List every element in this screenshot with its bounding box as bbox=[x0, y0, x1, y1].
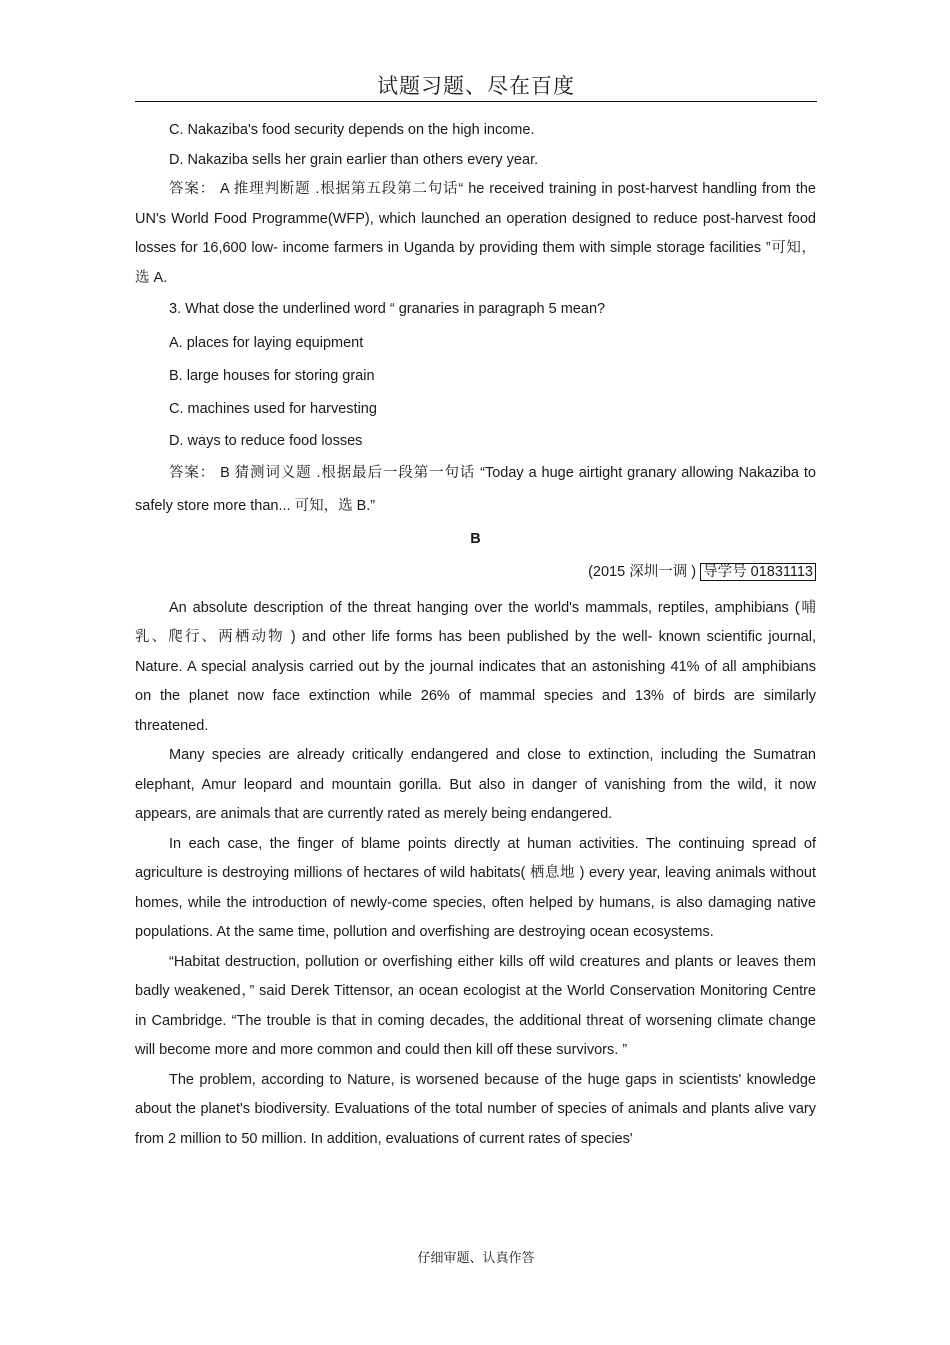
section-b-source bbox=[135, 558, 816, 588]
passage-paragraph-2: Many species are already critically endangered and close to extinction, including the Sumatran elephant, Amur leopard and mountain gorilla. But also in danger of vanishing from the wild, it now appears, are animals that are currently rated as merely being endangered. bbox=[135, 747, 816, 822]
passage-paragraph-1: An absolute description of the threat hanging over the world's mammals, reptiles, amphibians (哺乳、爬行、两栖动物 ) and other life forms has been published by the well- known scientific journal, Nature. A special analysis carried out by the journal indicates that an astonishing 41% of all amphibians on the planet now face extinction while 26% of mammal species and 13% of birds are similarly threatened. bbox=[135, 599, 816, 734]
guide-number-box: 导学号 01831113 bbox=[700, 563, 816, 581]
passage-paragraph-3: In each case, the finger of blame points directly at human activities. The continuing spread of agriculture is destroying millions of hectares of wild habitats( 栖息地 ) every year, leaving animals without homes, while the introduction of newly-come species, often helped by humans, is also damaging native populations. At the same time, pollution and overfishing are destroying ocean ecosystems. bbox=[135, 835, 816, 940]
q3-answer: 答案： B 猜测词义题 .根据最后一段第一句话 “Today a huge airtight granary allowing Nakaziba to safely store more than... 可知，选 B.” bbox=[135, 464, 816, 514]
q3-question: 3. What dose the underlined word “ granaries in paragraph 5 mean? bbox=[169, 301, 606, 317]
q2-answer: 答案： A 推理判断题 .根据第五段第二句话“ he received training in post-harvest handling from the UN's World Food Programme(WFP), which launched an operation designed to reduce post-harvest food losses for 16,600 low- income farmers in Uganda by providing them with simple storage facilities ”可知，选 A. bbox=[135, 181, 816, 286]
header-divider bbox=[135, 101, 817, 102]
q3-option-c: C. machines used for harvesting bbox=[169, 400, 377, 417]
passage-paragraph-4: “Habitat destruction, pollution or overfishing either kills off wild creatures and plants or leaves them badly weakened，” said Derek Tittensor, an ocean ecologist at the World Conservation Monitoring Centre in Cambridge. “The trouble is that in coming decades, the additional threat of worsening climate change will become more and more common and could then kill off these survivors. ” bbox=[135, 953, 816, 1058]
q3-option-a: A. places for laying equipment bbox=[169, 334, 364, 351]
q3-option-b: B. large houses for storing grain bbox=[169, 368, 375, 384]
page-header-title: 试题习题、尽在百度 bbox=[377, 74, 575, 98]
source-prefix: (2015 深圳一调 ) bbox=[588, 564, 697, 580]
q3-option-d: D. ways to reduce food losses bbox=[169, 433, 363, 449]
section-b-label: B bbox=[470, 530, 481, 547]
q2-option-d: D. Nakaziba sells her grain earlier than others every year. bbox=[169, 151, 539, 168]
passage-paragraph-5: The problem, according to Nature, is worsened because of the huge gaps in scientists' knowledge about the planet's biodiversity. Evaluations of the total number of species of animals and plants alive vary from 2 million to 50 million. In addition, evaluations of current rates of species' bbox=[135, 1071, 816, 1147]
page-footer: 仔细审题、认真作答 bbox=[417, 1251, 535, 1266]
q2-option-c: C. Nakaziba's food security depends on the high income. bbox=[169, 122, 535, 138]
document-body bbox=[135, 116, 816, 1154]
